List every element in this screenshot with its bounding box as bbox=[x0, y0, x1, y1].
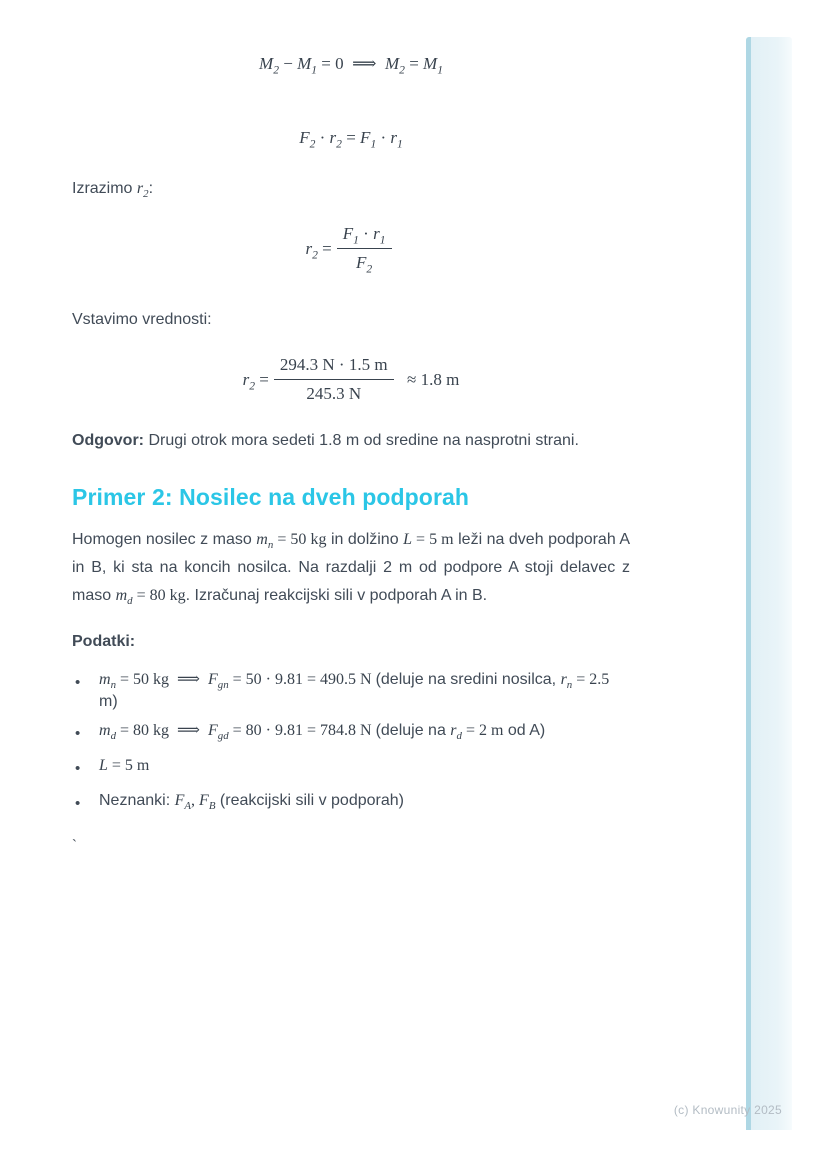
document-content bbox=[72, 0, 630, 856]
section-heading-primer-2: Primer 2: Nosilec na dveh podporah bbox=[72, 484, 470, 510]
equation-lhs: $r_2$ = bbox=[305, 238, 332, 261]
line-izrazimo: Izrazimo $r_2$: bbox=[72, 180, 154, 201]
fraction-denominator: $F_2$ bbox=[337, 248, 392, 275]
fraction-numerator: $F_1 \cdot r_1$ bbox=[342, 224, 386, 247]
list-item-text: $m_d = 80$ kg ⟹ $F_{gd} = 80 \cdot 9.81 = 784.8$ N (deluje na $r_d = 2$ m od A) bbox=[99, 722, 546, 743]
fraction bbox=[274, 353, 394, 406]
equation-moment-balance: $M_2 - M_1 = 0$ ⟹ $M_2 = M_1$ bbox=[259, 54, 443, 77]
data-label: Podatki: bbox=[72, 633, 136, 650]
scrollbar-track[interactable] bbox=[746, 37, 792, 1130]
bullet-icon: • bbox=[75, 725, 81, 742]
list-item bbox=[72, 755, 630, 783]
equation-r2-values bbox=[72, 353, 630, 406]
answer-line: Odgovor: Drugi otrok mora sedeti 1.8 m od sredine na nasprotni strani. bbox=[72, 432, 579, 449]
equation-result: ≈ 1.8 m bbox=[398, 369, 460, 389]
list-item bbox=[72, 669, 630, 713]
equation-r2-expression bbox=[72, 222, 630, 275]
bullet-icon: • bbox=[75, 795, 81, 812]
problem-statement-paragraph: Homogen nosilec z maso $m_n = 50$ kg in dolžino L = 5 m leži na dveh podporah A in B, ki sta na koncih nosilca. Na razdalji 2 m od podpore A stoji delavec z maso $m_d = 80$ kg. Izračunaj reakcijski sili v podporah A in B. bbox=[72, 531, 630, 608]
list-item bbox=[72, 720, 630, 748]
line-vstavimo: Vstavimo vrednosti: bbox=[72, 311, 212, 328]
list-item-text: Neznanki: $F_A$, $F_B$ (reakcijski sili v podporah) bbox=[99, 792, 404, 813]
data-bullet-list bbox=[72, 669, 630, 818]
equation-force-lever: $F_2 \cdot r_2 = F_1 \cdot r_1$ bbox=[299, 128, 403, 151]
list-item bbox=[72, 790, 630, 818]
stray-backtick: ` bbox=[72, 837, 77, 854]
fraction-denominator: 245.3 N bbox=[274, 379, 394, 406]
watermark-text: (c) Knowunity 2025 bbox=[673, 1103, 782, 1117]
list-item-text: $m_n = 50$ kg ⟹ $F_{gn} = 50 \cdot 9.81 = 490.5$ N (deluje na sredini nosilca, $r_n = 2.5$ m) bbox=[99, 671, 610, 710]
bullet-icon: • bbox=[75, 760, 81, 777]
fraction-numerator: 294.3 N · 1.5 m bbox=[279, 355, 388, 374]
fraction bbox=[337, 222, 392, 275]
list-item-text: L = 5 m bbox=[99, 757, 150, 774]
bullet-icon: • bbox=[75, 674, 81, 691]
equation-lhs: $r_2$ = bbox=[242, 369, 269, 392]
